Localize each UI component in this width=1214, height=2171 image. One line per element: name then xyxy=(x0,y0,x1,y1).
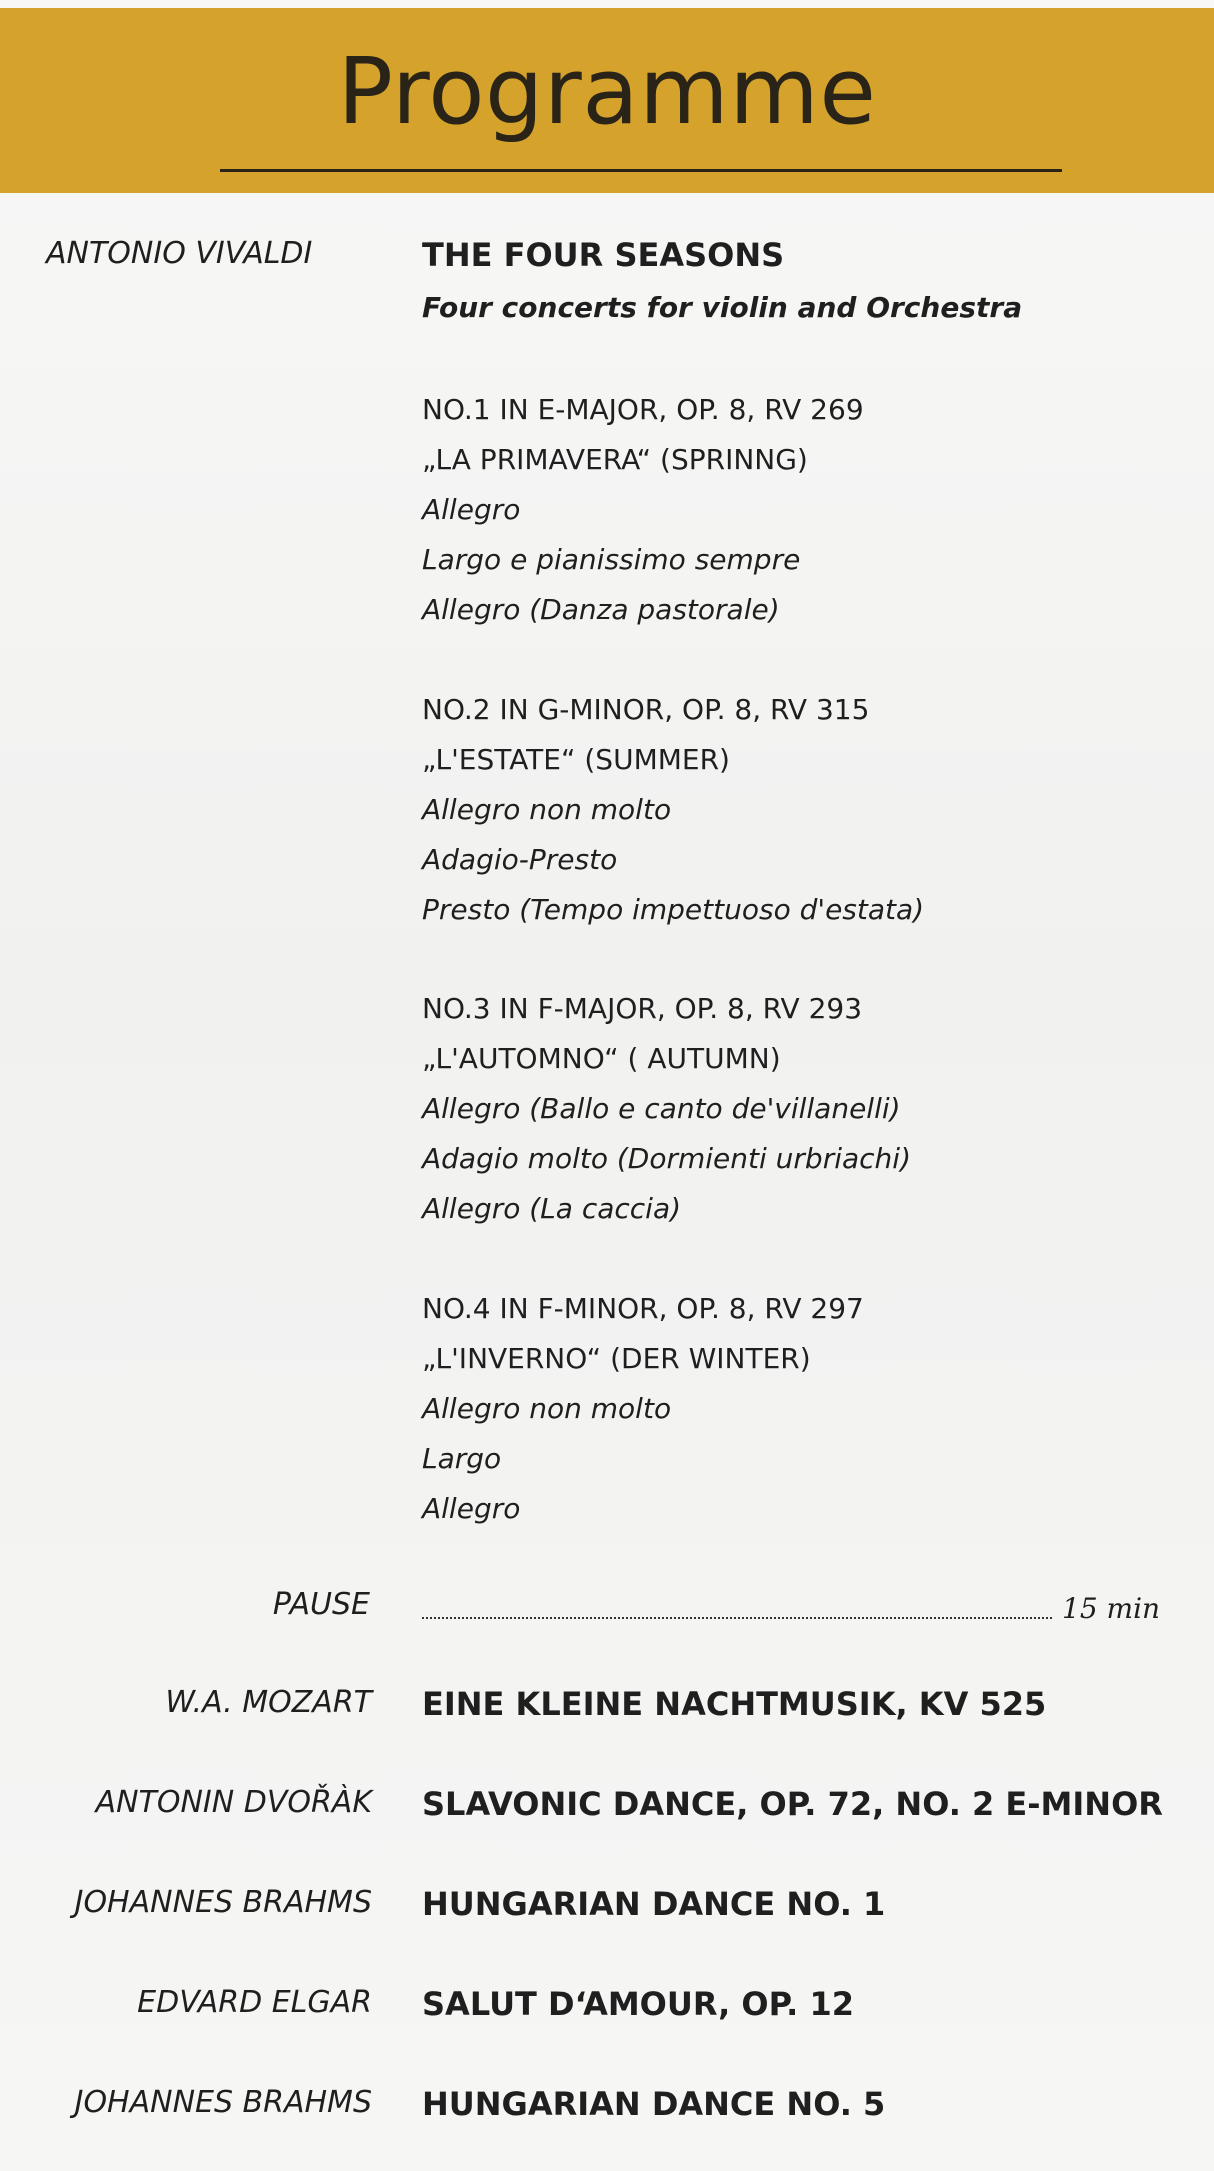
composer-elgar: EDVARD ELGAR xyxy=(137,1985,372,2020)
movement: Allegro xyxy=(422,493,521,526)
movement: Allegro xyxy=(422,1492,521,1525)
movement: Allegro (Ballo e canto de'villanelli) xyxy=(422,1092,901,1125)
work-subtitle: Four concerts for violin and Orchestra xyxy=(422,291,1023,324)
movement: Allegro (Danza pastorale) xyxy=(422,593,780,626)
work-title: SLAVONIC DANCE, OP. 72, NO. 2 E-MINOR xyxy=(422,1785,1163,1823)
work-title-four-seasons: THE FOUR SEASONS xyxy=(422,236,785,274)
pause-dot-leader xyxy=(422,1617,1052,1619)
concerto-heading: NO.2 IN G-MINOR, OP. 8, RV 315 xyxy=(422,693,870,726)
movement: Allegro non molto xyxy=(422,793,672,826)
movement: Largo e pianissimo sempre xyxy=(422,543,801,576)
movement: Presto (Tempo impettuoso d'estata) xyxy=(422,893,925,926)
work-title: EINE KLEINE NACHTMUSIK, KV 525 xyxy=(422,1685,1047,1723)
movement: Largo xyxy=(422,1442,502,1475)
concerto-nickname: „L'INVERNO“ (DER WINTER) xyxy=(422,1342,811,1375)
pause-label: PAUSE xyxy=(272,1587,370,1622)
concerto-nickname: „L'ESTATE“ (SUMMER) xyxy=(422,743,730,776)
concerto-nickname: „L'AUTOMNO“ ( AUTUMN) xyxy=(422,1042,781,1075)
composer-brahms: JOHANNES BRAHMS xyxy=(74,2085,372,2120)
movement: Allegro (La caccia) xyxy=(422,1192,682,1225)
work-title: HUNGARIAN DANCE NO. 1 xyxy=(422,1885,886,1923)
composer-mozart: W.A. MOZART xyxy=(165,1685,372,1720)
title-underline xyxy=(220,169,1062,172)
header-banner xyxy=(0,8,1214,193)
movement: Adagio molto (Dormienti urbriachi) xyxy=(422,1142,912,1175)
movement: Allegro non molto xyxy=(422,1392,672,1425)
work-title: HUNGARIAN DANCE NO. 5 xyxy=(422,2085,886,2123)
concerto-heading: NO.4 IN F-MINOR, OP. 8, RV 297 xyxy=(422,1292,864,1325)
work-title: SALUT D‘AMOUR, OP. 12 xyxy=(422,1985,854,2023)
composer-dvorak: ANTONIN DVOŘÀK xyxy=(95,1785,372,1820)
movement: Adagio-Presto xyxy=(422,843,618,876)
pause-duration: 15 min xyxy=(1062,1592,1161,1625)
page-title: Programme xyxy=(337,38,877,145)
concerto-heading: NO.1 IN E-MAJOR, OP. 8, RV 269 xyxy=(422,393,864,426)
concerto-nickname: „LA PRIMAVERA“ (SPRINNG) xyxy=(422,443,808,476)
concerto-heading: NO.3 IN F-MAJOR, OP. 8, RV 293 xyxy=(422,992,863,1025)
composer-brahms: JOHANNES BRAHMS xyxy=(74,1885,372,1920)
composer-vivaldi: ANTONIO VIVALDI xyxy=(46,236,313,271)
